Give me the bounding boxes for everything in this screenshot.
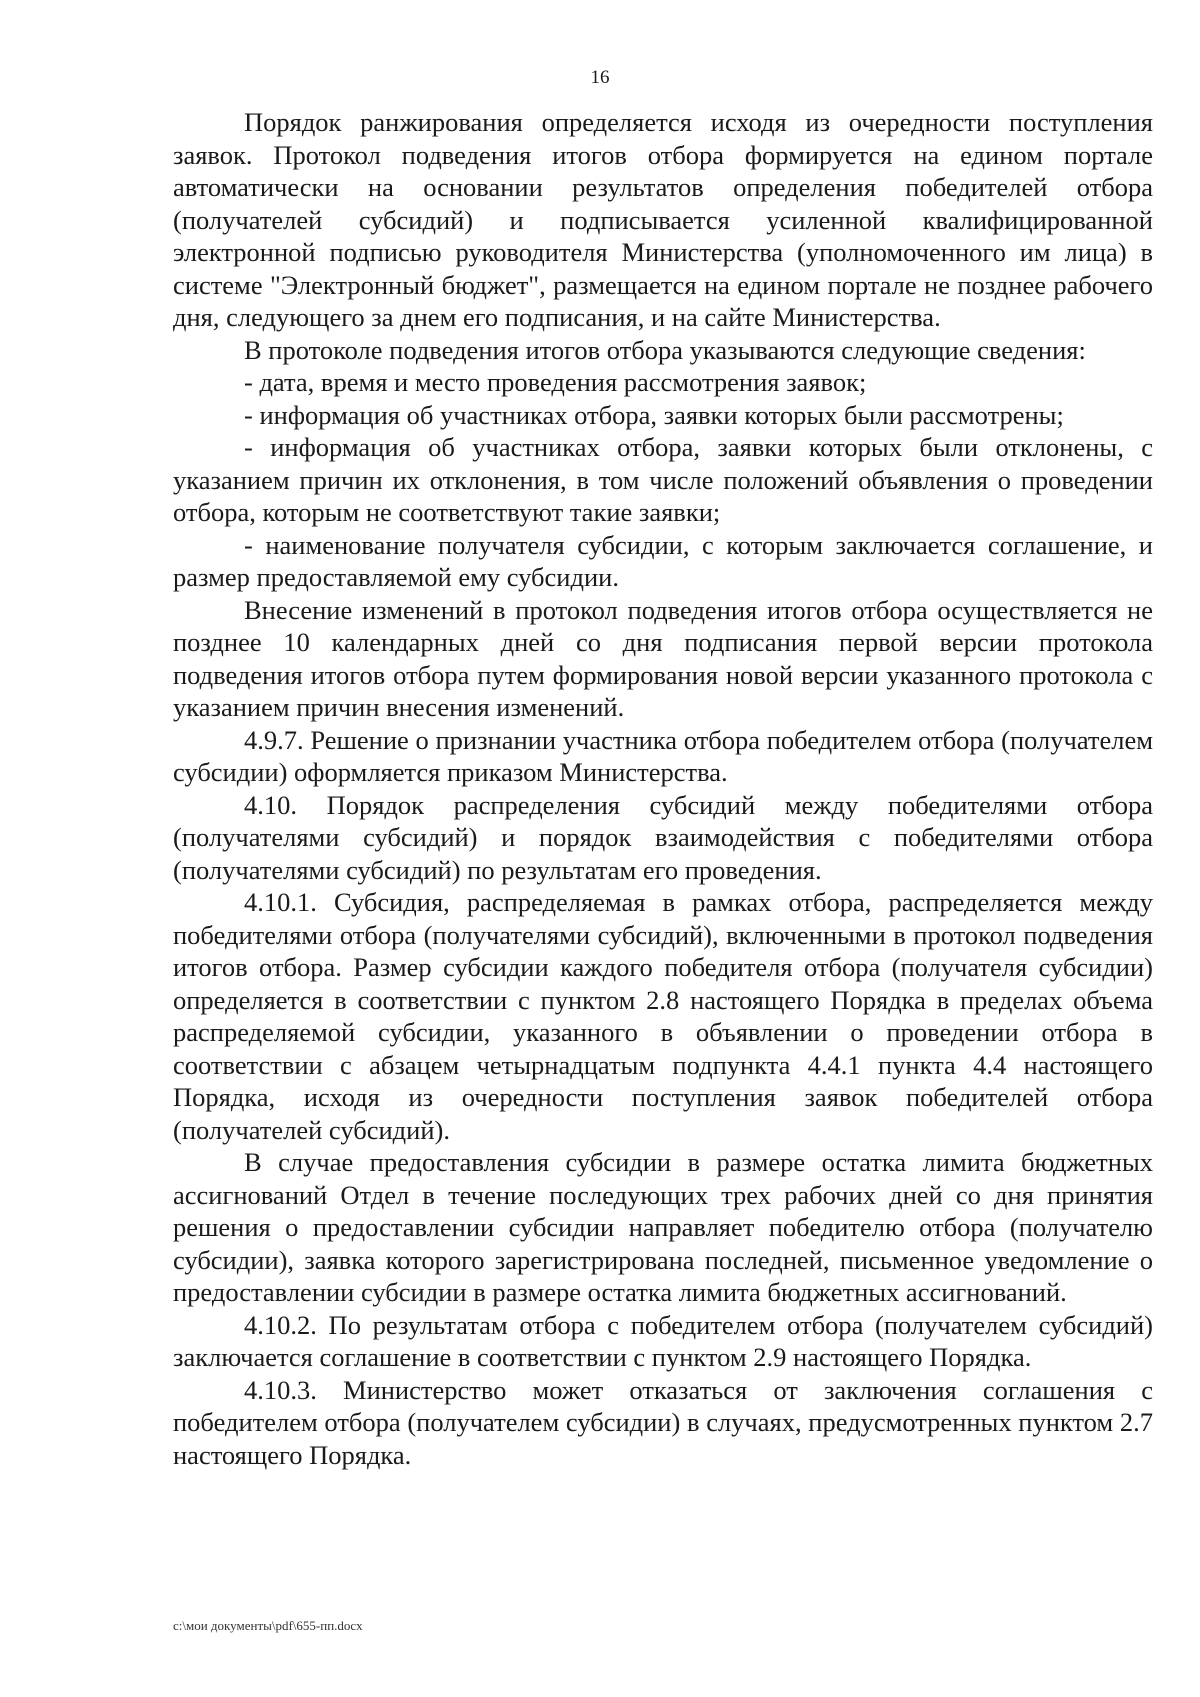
paragraph-ranking-order: Порядок ранжирования определяется исходя из очередности поступления заявок. Протокол подведения итогов отбора формируется на едином портале автоматически на основании результатов определения победителей отбора (получателей субсидий) и подписывается усиленной квалифицированной электронной подписью руководителя Министерства (уполномоченного им лица) в системе "Электронный бюджет", размещается на едином портале не позднее рабочего дня, следующего за днем его подписания, и на сайте Министерства. bbox=[173, 107, 1153, 332]
list-item-reviewed-participants: - информация об участниках отбора, заявки которых были рассмотрены; bbox=[244, 399, 1064, 430]
paragraph-4-10-2: 4.10.2. По результатам отбора с победителем отбора (получателем субсидий) заключается соглашение в соответствии с пунктом 2.9 настоящего Порядка. bbox=[173, 1309, 1153, 1372]
paragraph-4-10: 4.10. Порядок распределения субсидий между победителями отбора (получателями субсидий) и порядок взаимодействия с победителями отбора (получателями субсидий) по результатам его проведения. bbox=[173, 789, 1153, 885]
paragraph-4-10-3: 4.10.3. Министерство может отказаться от заключения соглашения с победителем отбора (получателем субсидии) в случаях, предусмотренных пунктом 2.7 настоящего Порядка. bbox=[173, 1374, 1153, 1470]
list-item-rejected-participants: - информация об участниках отбора, заявки которых были отклонены, с указанием причин их отклонения, в том числе положений объявления о проведении отбора, которым не соответствуют такие заявки; bbox=[173, 432, 1153, 527]
paragraph-4-9-7: 4.9.7. Решение о признании участника отбора победителем отбора (получателем субсидии) оформляется приказом Министерства. bbox=[173, 724, 1153, 787]
paragraph-protocol-contents: В протоколе подведения итогов отбора указываются следующие сведения: bbox=[244, 334, 1086, 365]
list-item-date-time: - дата, время и место проведения рассмотрения заявок; bbox=[244, 367, 867, 397]
page-number: 16 bbox=[590, 67, 610, 88]
paragraph-4-10-1: 4.10.1. Субсидия, распределяемая в рамках отбора, распределяется между победителями отбора (получателями субсидий), включенными в протокол подведения итогов отбора. Размер субсидии каждого победителя отбора (получателя субсидии) определяется в соответствии с пунктом 2.8 настоящего Порядка в пределах объема распределяемой субсидии, указанного в объявлении о проведении отбора в соответствии с абзацем четырнадцатым подпункта 4.4.1 пункта 4.4 настоящего Порядка, исходя из очередности поступления заявок победителей отбора (получателей субсидий). bbox=[173, 887, 1153, 1145]
footer-file-path: c:\мои документы\pdf\655-пп.docx bbox=[173, 1618, 363, 1633]
paragraph-remaining-limit: В случае предоставления субсидии в размере остатка лимита бюджетных ассигнований Отдел в течение последующих трех рабочих дней со дня принятия решения о предоставлении субсидии направляет победителю отбора (получателю субсидии), заявка которого зарегистрирована последней, письменное уведомление о предоставлении субсидии в размере остатка лимита бюджетных ассигнований. bbox=[173, 1147, 1153, 1307]
list-item-recipient-name: - наименование получателя субсидии, с которым заключается соглашение, и размер предоставляемой ему субсидии. bbox=[173, 529, 1153, 592]
paragraph-protocol-amendments: Внесение изменений в протокол подведения итогов отбора осуществляется не позднее 10 календарных дней со дня подписания первой версии протокола подведения итогов отбора путем формирования новой версии указанного протокола с указанием причин внесения изменений. bbox=[173, 594, 1153, 722]
document-body bbox=[173, 106, 1153, 1471]
